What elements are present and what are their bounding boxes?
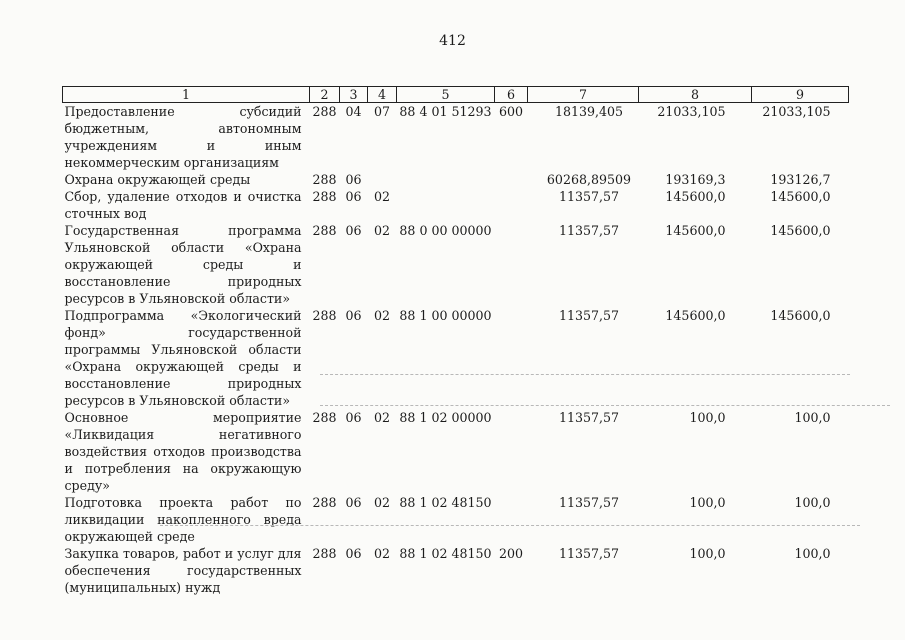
row-value-c9: 100,0 [794, 410, 831, 425]
row-value-c3: 06 [345, 495, 362, 510]
row-value-c5: 88 1 02 00000 [399, 410, 492, 425]
row-value-c6 [495, 222, 528, 307]
scan-artifact-line [160, 525, 860, 526]
row-value-c4: 02 [373, 546, 391, 561]
row-value-c7: 11357,57 [558, 223, 620, 238]
table-row [63, 307, 849, 409]
budget-table [62, 86, 849, 596]
row-value-c9: 100,0 [794, 546, 831, 561]
scan-artifact-line [320, 374, 850, 375]
row-value-c2: 288 [312, 546, 337, 561]
row-name-cell: Основное мероприятие «Ликвидация негативного воздействия отходов производства и потребления на окружающую среду» [64, 410, 302, 493]
row-value-c5 [397, 171, 495, 188]
column-header-5: 5 [397, 87, 495, 103]
row-value-c7: 11357,57 [558, 495, 620, 510]
row-value-c6 [495, 307, 528, 409]
column-header-1: 1 [63, 87, 310, 103]
row-value-c8: 100,0 [689, 410, 726, 425]
row-value-c7: 11357,57 [558, 189, 620, 204]
row-value-c4: 02 [373, 495, 391, 510]
row-value-c7: 11357,57 [558, 410, 620, 425]
row-value-c9: 100,0 [794, 495, 831, 510]
row-value-c8: 100,0 [689, 495, 726, 510]
row-value-c3: 06 [345, 189, 362, 204]
table-row [63, 545, 849, 596]
row-value-c6: 600 [498, 104, 524, 119]
table-row [63, 103, 849, 172]
table-row [63, 494, 849, 545]
row-value-c6 [495, 188, 528, 222]
row-value-c6 [495, 409, 528, 494]
row-value-c9: 193126,7 [770, 172, 831, 187]
row-value-c2: 288 [312, 104, 337, 119]
row-value-c8: 21033,105 [657, 104, 726, 119]
column-header-2: 2 [310, 87, 340, 103]
row-value-c5: 88 1 02 48150 [399, 546, 492, 561]
row-value-c6 [495, 494, 528, 545]
table-row [63, 188, 849, 222]
row-name-cell: Охрана окружающей среды [64, 172, 251, 187]
row-value-c8: 100,0 [689, 546, 726, 561]
row-value-c8: 145600,0 [665, 223, 726, 238]
table-body [63, 103, 849, 597]
row-value-c7: 60268,89509 [546, 172, 632, 187]
row-name-cell: Закупка товаров, работ и услуг для обеспечения государственных (муниципальных) нужд [64, 546, 302, 595]
row-value-c3: 04 [345, 104, 362, 119]
row-value-c6 [495, 171, 528, 188]
row-value-c7: 18139,405 [554, 104, 624, 119]
row-name-cell: Государственная программа Ульяновской области «Охрана окружающей среды и восстановление природных ресурсов в Ульяновской области» [64, 223, 302, 306]
table-row [63, 222, 849, 307]
row-value-c5: 88 1 02 48150 [399, 495, 492, 510]
row-name-cell: Подготовка проекта работ по ликвидации накопленного вреда окружающей среде [64, 495, 302, 544]
column-header-7: 7 [528, 87, 639, 103]
row-value-c3: 06 [345, 410, 362, 425]
row-value-c4: 02 [373, 308, 391, 323]
row-name-cell: Подпрограмма «Экологический фонд» государственной программы Ульяновской области «Охрана окружающей среды и восстановление природных ресурсов в Ульяновской области» [64, 308, 302, 408]
column-header-9: 9 [752, 87, 849, 103]
row-value-c5: 88 0 00 00000 [399, 223, 492, 238]
row-name-cell: Сбор, удаление отходов и очистка сточных вод [64, 189, 302, 221]
row-value-c6: 200 [498, 546, 524, 561]
table-row [63, 171, 849, 188]
row-value-c2: 288 [312, 172, 337, 187]
page-number: 412 [439, 33, 466, 49]
row-value-c9: 145600,0 [770, 189, 831, 204]
row-value-c2: 288 [312, 223, 337, 238]
header-row [63, 87, 849, 103]
row-value-c4: 02 [373, 189, 391, 204]
row-value-c2: 288 [312, 410, 337, 425]
row-value-c2: 288 [312, 308, 337, 323]
row-value-c4: 02 [373, 410, 391, 425]
row-value-c4 [368, 171, 397, 188]
row-value-c8: 145600,0 [665, 189, 726, 204]
row-value-c4: 07 [373, 104, 391, 119]
row-value-c8: 193169,3 [665, 172, 726, 187]
column-header-4: 4 [368, 87, 397, 103]
row-value-c3: 06 [345, 546, 362, 561]
row-value-c9: 145600,0 [770, 308, 831, 323]
row-value-c3: 06 [345, 308, 362, 323]
row-name-cell: Предоставление субсидий бюджетным, автономным учреждениям и иным некоммерческим организациям [64, 104, 302, 170]
row-value-c7: 11357,57 [558, 546, 620, 561]
column-header-6: 6 [495, 87, 528, 103]
row-value-c4: 02 [373, 223, 391, 238]
row-value-c2: 288 [312, 495, 337, 510]
row-value-c9: 21033,105 [762, 104, 831, 119]
row-value-c5 [397, 188, 495, 222]
row-value-c2: 288 [312, 189, 337, 204]
row-value-c5: 88 4 01 51293 [399, 104, 492, 119]
column-header-8: 8 [639, 87, 752, 103]
table-row [63, 409, 849, 494]
row-value-c3: 06 [345, 172, 362, 187]
scan-artifact-line [320, 405, 890, 406]
table-header [63, 87, 849, 103]
scan-left-margin [0, 0, 58, 640]
row-value-c7: 11357,57 [558, 308, 620, 323]
row-value-c9: 145600,0 [770, 223, 831, 238]
row-value-c3: 06 [345, 223, 362, 238]
column-header-3: 3 [340, 87, 368, 103]
row-value-c8: 145600,0 [665, 308, 726, 323]
row-value-c5: 88 1 00 00000 [399, 308, 492, 323]
